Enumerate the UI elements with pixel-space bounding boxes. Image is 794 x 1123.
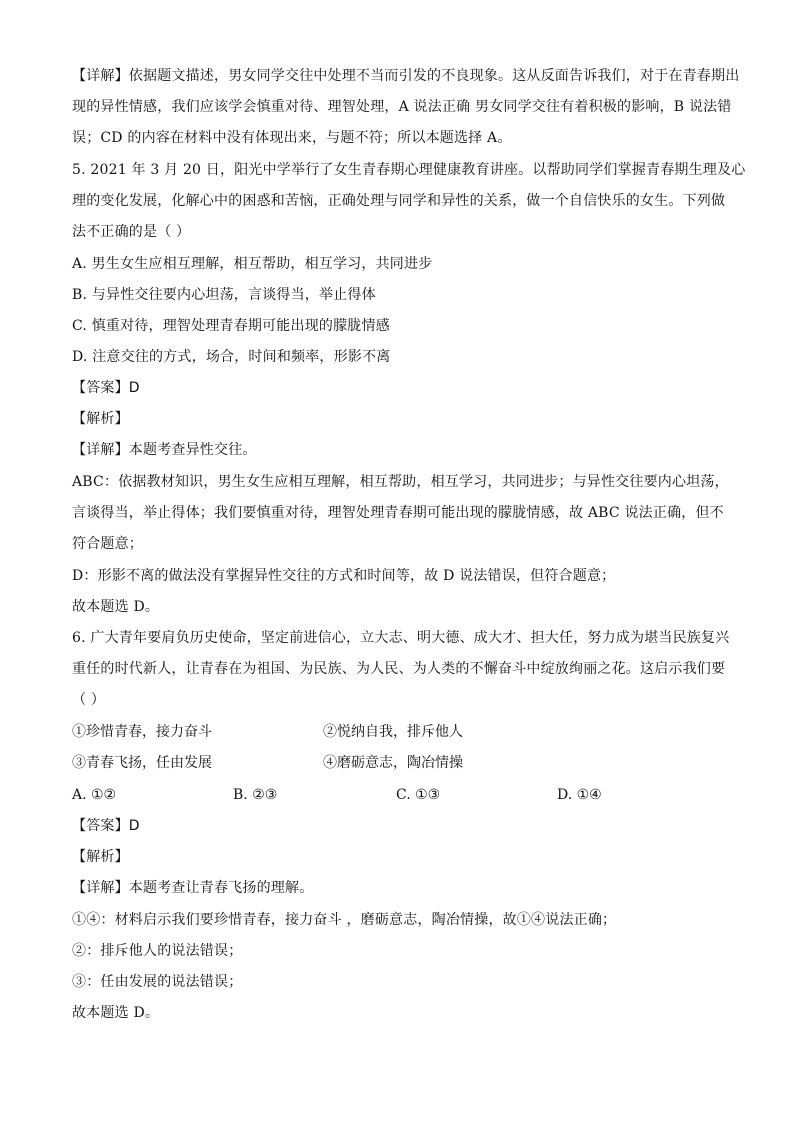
conclusion-line: 故本题选 D。 bbox=[72, 1005, 160, 1021]
explanation-line: ②：排斥他人的说法错误； bbox=[72, 943, 243, 959]
statement-2: ②悦纳自我，排斥他人 bbox=[323, 724, 463, 740]
question-5-stem: 理的变化发展，化解心中的困惑和苦恼，正确处理与同学和异性的关系，做一个自信快乐的女生。下列做 bbox=[72, 193, 726, 209]
question-6-stem: （ ） bbox=[72, 692, 106, 708]
detail-line: 【详解】本题考查异性交往。 bbox=[72, 442, 257, 458]
explanation-line: 言谈得当，举止得体；我们要慎重对待，理智处理青春期可能出现的朦胧情感，故 ABC 说法正确，但不 bbox=[72, 505, 724, 521]
option-c: C. ①③ bbox=[396, 787, 441, 803]
detail-line: 【详解】依据题文描述，男女同学交往中处理不当而引发的不良现象。这从反面告诉我们，对于在青春期出 bbox=[72, 68, 740, 84]
question-5-stem: 法不正确的是（ ） bbox=[72, 224, 191, 240]
analysis-label: 【解析】 bbox=[72, 411, 129, 427]
detail-line: 现的异性情感，我们应该学会慎重对待、理智处理，A 说法正确 男女同学交往有着积极的影响，B 说法错 bbox=[72, 99, 732, 115]
statement-1: ①珍惜青春，接力奋斗 bbox=[72, 724, 212, 740]
question-6-stem: 重任的时代新人，让青春在为祖国、为民族、为人民、为人类的不懈奋斗中绽放绚丽之花。这启示我们要 bbox=[72, 661, 726, 677]
statement-3: ③青春飞扬，任由发展 bbox=[72, 755, 212, 771]
option-b: B. ②③ bbox=[233, 787, 278, 803]
option-c: C. 慎重对待，理智处理青春期可能出现的朦胧情感 bbox=[72, 318, 390, 334]
detail-line: 误；CD 的内容在材料中没有体现出来，与题不符；所以本题选择 A。 bbox=[72, 130, 512, 146]
statement-4: ④磨砺意志，陶冶情操 bbox=[323, 755, 463, 771]
explanation-line: ③：任由发展的说法错误； bbox=[72, 974, 243, 990]
option-d: D. ①④ bbox=[557, 787, 602, 803]
answer-label: 【答案】D bbox=[72, 818, 140, 834]
answer-label: 【答案】D bbox=[72, 380, 140, 396]
explanation-line: ①④：材料启示我们要珍惜青春，接力奋斗 ，磨砺意志，陶冶情操，故①④说法正确； bbox=[72, 912, 617, 928]
explanation-line: ABC：依据教材知识，男生女生应相互理解，相互帮助，相互学习，共同进步；与异性交往要内心坦荡， bbox=[72, 474, 729, 490]
analysis-label: 【解析】 bbox=[72, 849, 129, 865]
conclusion-line: 故本题选 D。 bbox=[72, 599, 160, 615]
explanation-line: D：形影不离的做法没有掌握异性交往的方式和时间等，故 D 说法错误，但符合题意； bbox=[72, 568, 616, 584]
question-6-stem: 6. 广大青年要肩负历史使命，坚定前进信心，立大志、明大德、成大才、担大任，努力成为堪当民族复兴 bbox=[72, 630, 730, 646]
explanation-line: 符合题意； bbox=[72, 536, 143, 552]
option-b: B. 与异性交往要内心坦荡，言谈得当，举止得体 bbox=[72, 287, 376, 303]
option-a: A. 男生女生应相互理解，相互帮助，相互学习，共同进步 bbox=[72, 256, 433, 272]
detail-line: 【详解】本题考查让青春飞扬的理解。 bbox=[72, 880, 314, 896]
option-d: D. 注意交往的方式，场合，时间和频率，形影不离 bbox=[72, 349, 391, 365]
option-a: A. ①② bbox=[72, 787, 117, 803]
question-5-stem: 5. 2021 年 3 月 20 日，阳光中学举行了女生青春期心理健康教育讲座。以帮助同学们掌握青春期生理及心 bbox=[72, 162, 746, 178]
